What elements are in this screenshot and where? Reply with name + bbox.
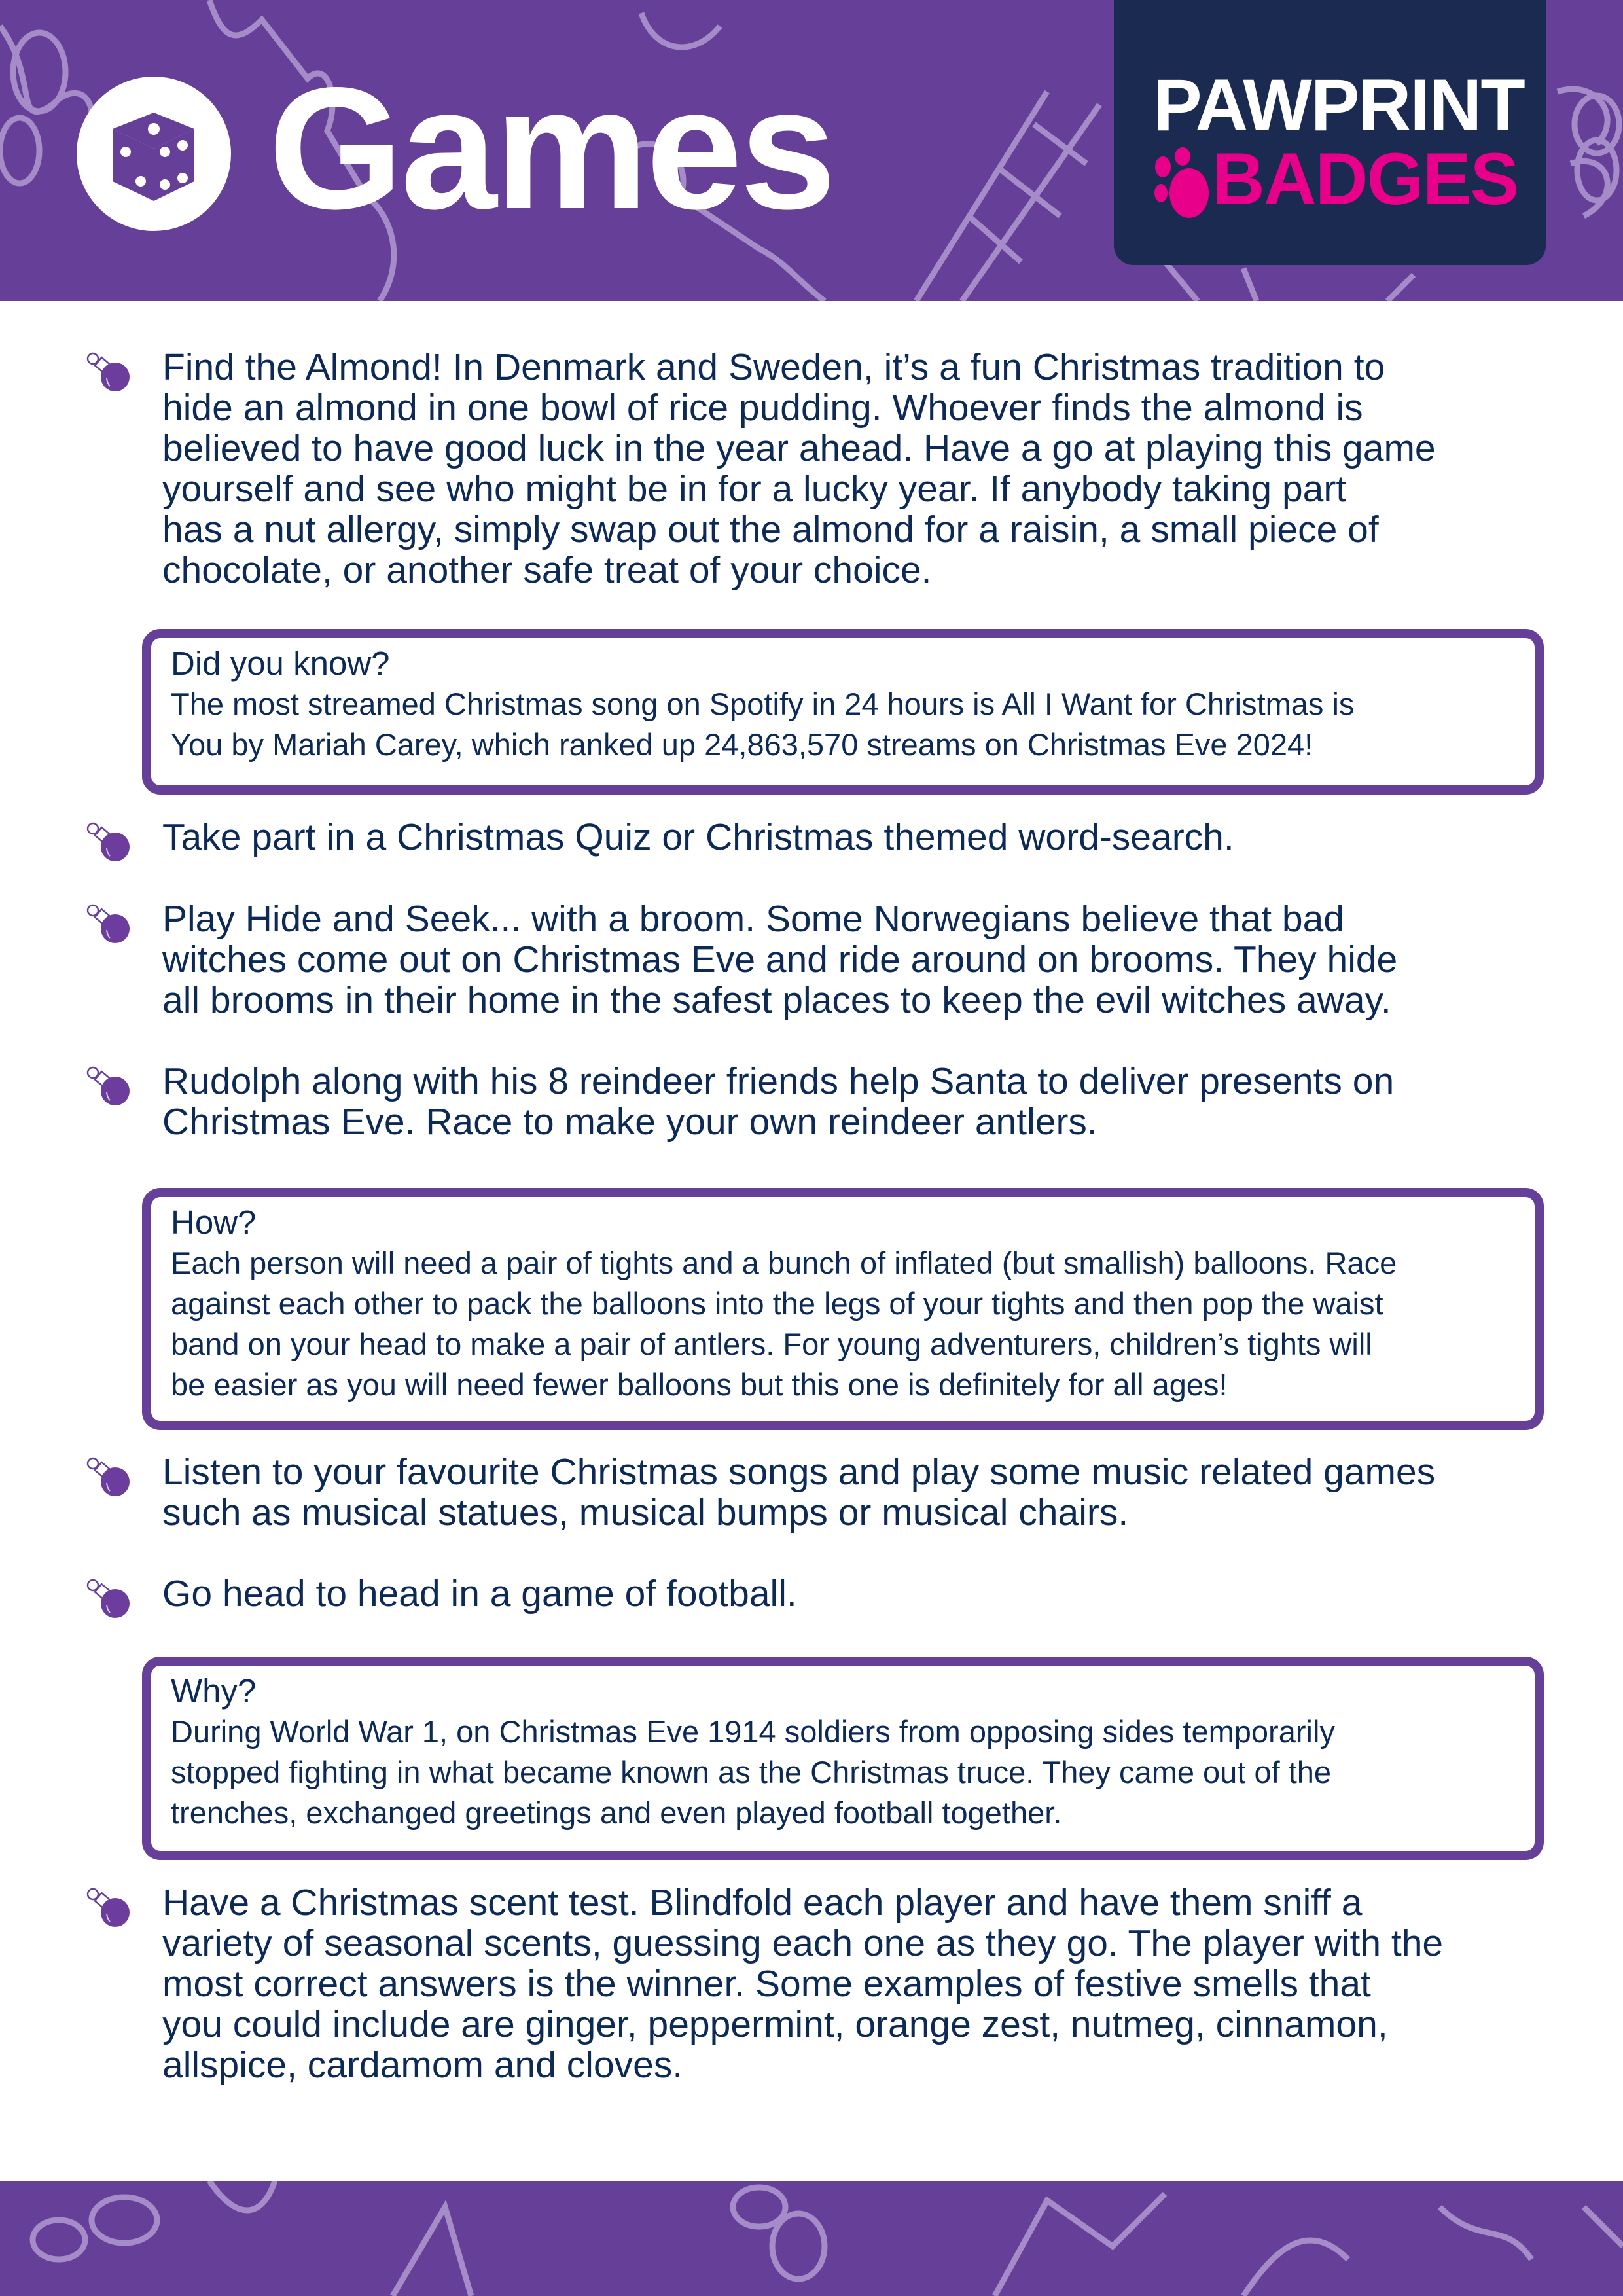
list-item-text-line: Have a Christmas scent test. Blindfold each player and have them sniff a — [162, 1882, 1363, 1924]
list-item-text-line: witches come out on Christmas Eve and ride around on brooms. They hide — [162, 939, 1398, 980]
callout-title: Why? — [171, 1672, 257, 1710]
list-item-text-line: Play Hide and Seek... with a broom. Some Norwegians believe that bad — [162, 898, 1344, 940]
logo-text-bottom: BADGES — [1212, 138, 1518, 220]
list-item-text-line: such as musical statues, musical bumps or musical chairs. — [162, 1492, 1129, 1534]
list-item-text-line: allspice, cardamom and cloves. — [162, 2044, 683, 2086]
list-item-text-line: believed to have good luck in the year ahead. Have a go at playing this game — [162, 427, 1436, 469]
bauble-bullet-icon — [85, 822, 137, 861]
list-item-text-line: chocolate, or another safe treat of your choice. — [162, 549, 932, 591]
list-item-text-line: variety of seasonal scents, guessing each one as they go. The player with the — [162, 1922, 1444, 1964]
list-item-text-line: yourself and see who might be in for a lucky year. If anybody taking part — [162, 468, 1347, 510]
callout-title: Did you know? — [171, 645, 390, 682]
bauble-bullet-icon — [85, 1579, 137, 1618]
list-item — [162, 1452, 1550, 1533]
dice-icon — [77, 77, 231, 231]
bauble-bullet-icon — [85, 1457, 137, 1496]
bauble-bullet-icon — [85, 904, 137, 943]
info-callout-box — [142, 629, 1544, 795]
header-banner — [0, 0, 1623, 301]
callout-text-line: be easier as you will need fewer balloons but this one is definitely for all ages! — [171, 1367, 1228, 1402]
list-item-text-line: Take part in a Christmas Quiz or Christmas themed word-search. — [162, 816, 1234, 858]
callout-text-line: stopped fighting in what became known as the Christmas truce. They came out of the — [171, 1755, 1332, 1789]
callout-title: How? — [171, 1204, 257, 1241]
callout-text-line: Each person will need a pair of tights and a bunch of inflated (but smallish) balloons. Race — [171, 1246, 1397, 1280]
list-item — [162, 1573, 1550, 1614]
list-item-text-line: has a nut allergy, simply swap out the almond for a raisin, a small piece of — [162, 509, 1379, 550]
list-item-text-line: Go head to head in a game of football. — [162, 1573, 797, 1615]
callout-text-line: During World War 1, on Christmas Eve 1914 soldiers from opposing sides temporarily — [171, 1714, 1335, 1749]
callout-text-line: trenches, exchanged greetings and even played football together. — [171, 1795, 1062, 1830]
list-item — [162, 347, 1550, 590]
page-title: Games — [268, 52, 834, 245]
list-item-text-line: most correct answers is the winner. Some examples of festive smells that — [162, 1963, 1371, 2005]
list-item-text-line: all brooms in their home in the safest places to keep the evil witches away. — [162, 979, 1391, 1021]
callout-text-line: against each other to pack the balloons into the legs of your tights and then pop the waist — [171, 1286, 1383, 1321]
dice-icon-badge — [77, 77, 231, 231]
callout-text-line: The most streamed Christmas song on Spotify in 24 hours is All I Want for Christmas is — [171, 687, 1355, 721]
callout-text-line: band on your head to make a pair of antlers. For young adventurers, children’s tights will — [171, 1327, 1372, 1361]
list-item — [162, 1882, 1550, 2085]
pawprint-badges-logo — [1114, 0, 1546, 265]
list-item-text-line: Listen to your favourite Christmas songs and play some music related games — [162, 1451, 1436, 1493]
bauble-bullet-icon — [85, 352, 137, 391]
list-item — [162, 899, 1550, 1020]
list-item-text-line: hide an almond in one bowl of rice pudding. Whoever finds the almond is — [162, 387, 1363, 429]
festive-pattern-decoration — [0, 2181, 1623, 2296]
list-item — [162, 1061, 1550, 1142]
list-item-text-line: Rudolph along with his 8 reindeer friends help Santa to deliver presents on — [162, 1060, 1395, 1102]
info-callout-box — [142, 1657, 1544, 1860]
info-callout-box — [142, 1188, 1544, 1430]
bauble-bullet-icon — [85, 1888, 137, 1927]
logo-text-top: PAWPRINT — [1153, 64, 1524, 146]
paw-icon — [1153, 147, 1212, 219]
bauble-bullet-icon — [85, 1066, 137, 1105]
callout-text-line: You by Mariah Carey, which ranked up 24,863,570 streams on Christmas Eve 2024! — [171, 727, 1313, 762]
footer-banner — [0, 2181, 1623, 2296]
list-item-text-line: Find the Almond! In Denmark and Sweden, it’s a fun Christmas tradition to — [162, 346, 1385, 388]
list-item — [162, 817, 1550, 857]
list-item-text-line: Christmas Eve. Race to make your own reindeer antlers. — [162, 1101, 1097, 1143]
list-item-text-line: you could include are ginger, peppermint, orange zest, nutmeg, cinnamon, — [162, 2003, 1388, 2045]
